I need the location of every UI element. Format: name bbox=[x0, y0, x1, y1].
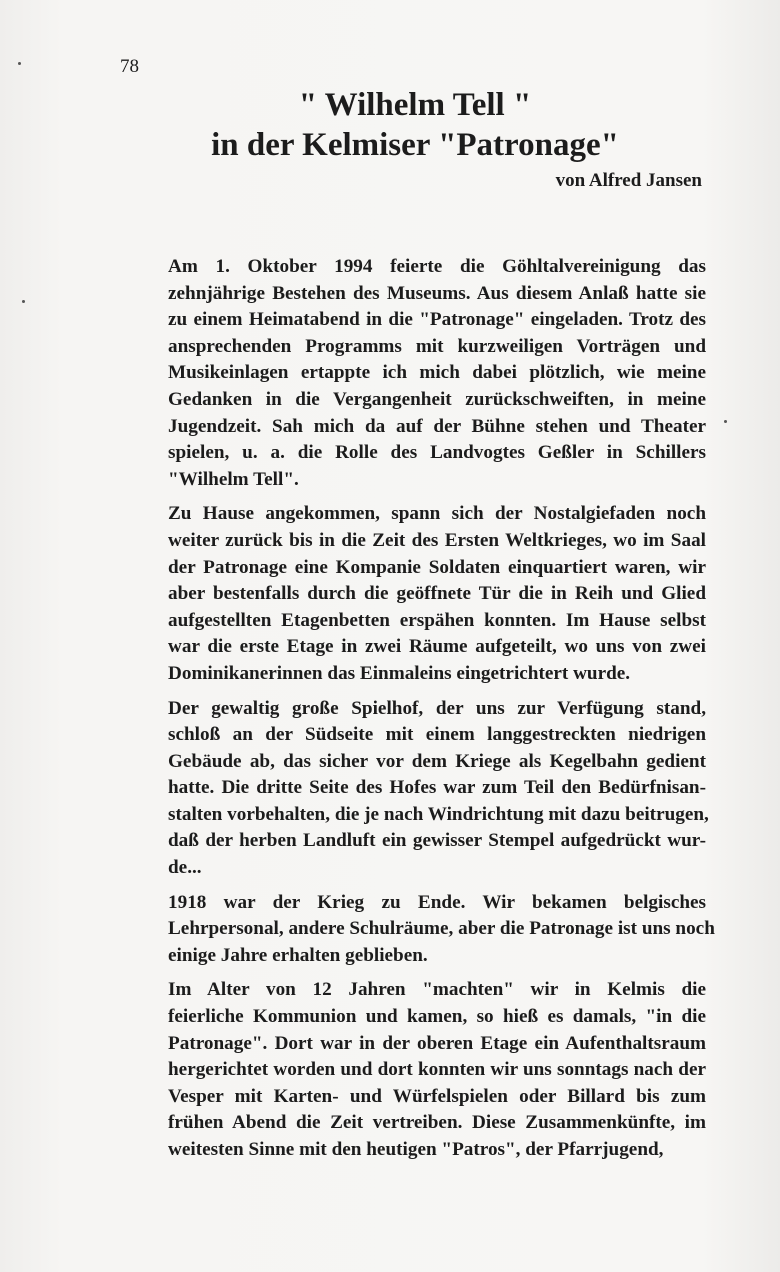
text-line: Der gewaltig große Spielhof, der uns zur Verfügung stand, bbox=[168, 697, 706, 719]
text-line: weiter zurück bis in die Zeit des Ersten Weltkrieges, wo im Saal bbox=[168, 529, 706, 551]
text-line: einige Jahre erhalten geblieben. bbox=[168, 944, 428, 966]
article-body bbox=[118, 254, 715, 1172]
text-line: spielen, u. a. die Rolle des Landvogtes Geßler in Schillers bbox=[168, 442, 706, 464]
article-paragraph bbox=[118, 696, 709, 882]
text-line: Dominikanerinnen das Einmaleins eingetrichtert wurde. bbox=[168, 662, 631, 684]
article-title-line-2: in der Kelmiser "Patronage" bbox=[211, 127, 619, 163]
text-line: de... bbox=[168, 857, 202, 879]
text-line: Am 1. Oktober 1994 feierte die Göhltalvereinigung das bbox=[168, 256, 706, 277]
text-line: daß der herben Landluft ein gewisser Stempel aufgedrückt wur- bbox=[168, 830, 706, 852]
text-line: "Wilhelm Tell". bbox=[168, 468, 299, 490]
article-paragraph bbox=[118, 501, 706, 687]
text-line: frühen Abend die Zeit vertreiben. Diese Zusammenkünfte, im bbox=[168, 1112, 706, 1134]
text-line: Jugendzeit. Sah mich da auf der Bühne stehen und Theater bbox=[168, 415, 706, 437]
page-number: 78 bbox=[120, 56, 139, 77]
scan-speck bbox=[18, 62, 21, 65]
article-title-line-1: " Wilhelm Tell " bbox=[298, 87, 532, 123]
text-line: aufgestellten Etagenbetten erspähen konnten. Im Hause selbst bbox=[168, 609, 706, 631]
text-line: stalten vorbehalten, die je nach Windrichtung mit dazu beitrugen, bbox=[168, 803, 709, 825]
article-paragraph bbox=[118, 254, 706, 493]
text-line: zu einem Heimatabend in die "Patronage" eingeladen. Trotz des bbox=[168, 309, 706, 331]
text-line: weitesten Sinne mit den heutigen "Patros", der Pfarrjugend, bbox=[168, 1139, 664, 1160]
text-line: aber bestenfalls durch die geöffnete Tür die in Reih und Glied bbox=[168, 583, 706, 605]
text-line: zehnjährige Bestehen des Museums. Aus diesem Anlaß hatte sie bbox=[168, 282, 706, 304]
text-line: Zu Hause angekommen, spann sich der Nostalgiefaden noch bbox=[168, 503, 706, 525]
author-byline: von Alfred Jansen bbox=[555, 170, 702, 191]
text-line: feierliche Kommunion und kamen, so hieß es damals, "in die bbox=[168, 1006, 706, 1028]
text-line: hergerichtet worden und dort konnten wir uns sonntags nach der bbox=[168, 1059, 706, 1081]
text-line: ansprechenden Programms mit kurzweiligen Vorträgen und bbox=[168, 335, 706, 357]
text-line: Vesper mit Karten- und Würfelspielen oder Billard bis zum bbox=[168, 1085, 706, 1107]
article-paragraph bbox=[118, 977, 706, 1163]
text-line: Patronage". Dort war in der oberen Etage ein Aufenthaltsraum bbox=[168, 1032, 706, 1054]
text-line: schloß an der Südseite mit einem langgestreckten niedrigen bbox=[168, 724, 706, 746]
text-line: hatte. Die dritte Seite des Hofes war zum Teil den Bedürfnisan- bbox=[168, 777, 706, 799]
text-line: der Patronage eine Kompanie Soldaten einquartiert waren, wir bbox=[168, 556, 706, 578]
scan-speck bbox=[22, 300, 25, 303]
text-line: Im Alter von 12 Jahren "machten" wir in Kelmis die bbox=[168, 979, 706, 1001]
text-line: Musikeinlagen ertappte ich mich dabei plötzlich, wie meine bbox=[168, 362, 706, 384]
article-paragraph bbox=[118, 890, 715, 970]
text-line: Gedanken in die Vergangenheit zurückschweiften, in meine bbox=[168, 388, 706, 410]
text-line: 1918 war der Krieg zu Ende. Wir bekamen belgisches bbox=[168, 891, 706, 913]
text-line: Gebäude ab, das sicher vor dem Kriege als Kegelbahn gedient bbox=[168, 750, 706, 772]
text-line: Lehrpersonal, andere Schulräume, aber die Patronage ist uns noch bbox=[168, 918, 715, 940]
scan-speck bbox=[724, 420, 727, 423]
text-line: war die erste Etage in zwei Räume aufgeteilt, wo uns von zwei bbox=[168, 636, 706, 658]
